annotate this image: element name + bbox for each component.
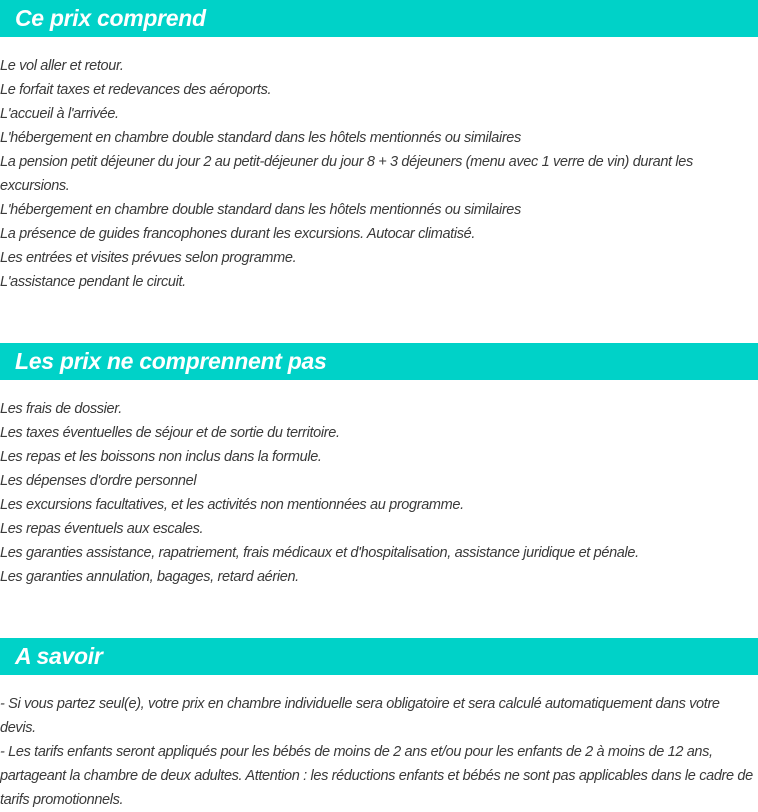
list-item: Les repas et les boissons non inclus dans la formule. [0,449,322,465]
section-body [0,675,758,812]
section-body [0,37,758,294]
section-header [0,343,758,380]
list-item: Les entrées et visites prévues selon programme. [0,250,297,266]
list-item: L'accueil à l'arrivée. [0,106,119,122]
list-item: - Les tarifs enfants seront appliqués pour les bébés de moins de 2 ans et/ou pour les enfants de 2 à moins de 12 ans, partageant la chambre de deux adultes. Attention : les réductions enfants et bébés ne sont pas applicables dans le cadre de tarifs promotionnels. [0,744,753,808]
list-item: Le forfait taxes et redevances des aéroports. [0,82,272,98]
section-title: A savoir [15,643,103,669]
section-header [0,638,758,675]
list-item: Les taxes éventuelles de séjour et de sortie du territoire. [0,425,340,441]
list-item: L'assistance pendant le circuit. [0,274,186,290]
list-item: Les repas éventuels aux escales. [0,521,204,537]
list-item: Les dépenses d'ordre personnel [0,473,197,489]
list-item: Les frais de dossier. [0,401,122,417]
section-title: Ce prix comprend [15,5,206,31]
list-item: Le vol aller et retour. [0,58,124,74]
section-good-to-know [0,638,758,812]
section-price-excludes [0,343,758,589]
list-item: Les garanties assistance, rapatriement, frais médicaux et d'hospitalisation, assistance juridique et pénale. [0,545,639,561]
list-item: L'hébergement en chambre double standard dans les hôtels mentionnés ou similaires [0,130,521,146]
list-item: L'hébergement en chambre double standard dans les hôtels mentionnés ou similaires [0,202,521,218]
list-item: - Si vous partez seul(e), votre prix en chambre individuelle sera obligatoire et sera calculé automatiquement dans votre devis. [0,696,720,736]
section-header [0,0,758,37]
section-title: Les prix ne comprennent pas [15,348,327,374]
list-item: La présence de guides francophones durant les excursions. Autocar climatisé. [0,226,476,242]
list-item: Les excursions facultatives, et les activités non mentionnées au programme. [0,497,464,513]
section-price-includes [0,0,758,294]
section-body [0,380,758,589]
list-item: Les garanties annulation, bagages, retard aérien. [0,569,299,585]
list-item: La pension petit déjeuner du jour 2 au petit-déjeuner du jour 8 + 3 déjeuners (menu avec 1 verre de vin) durant les excursions. [0,154,693,194]
